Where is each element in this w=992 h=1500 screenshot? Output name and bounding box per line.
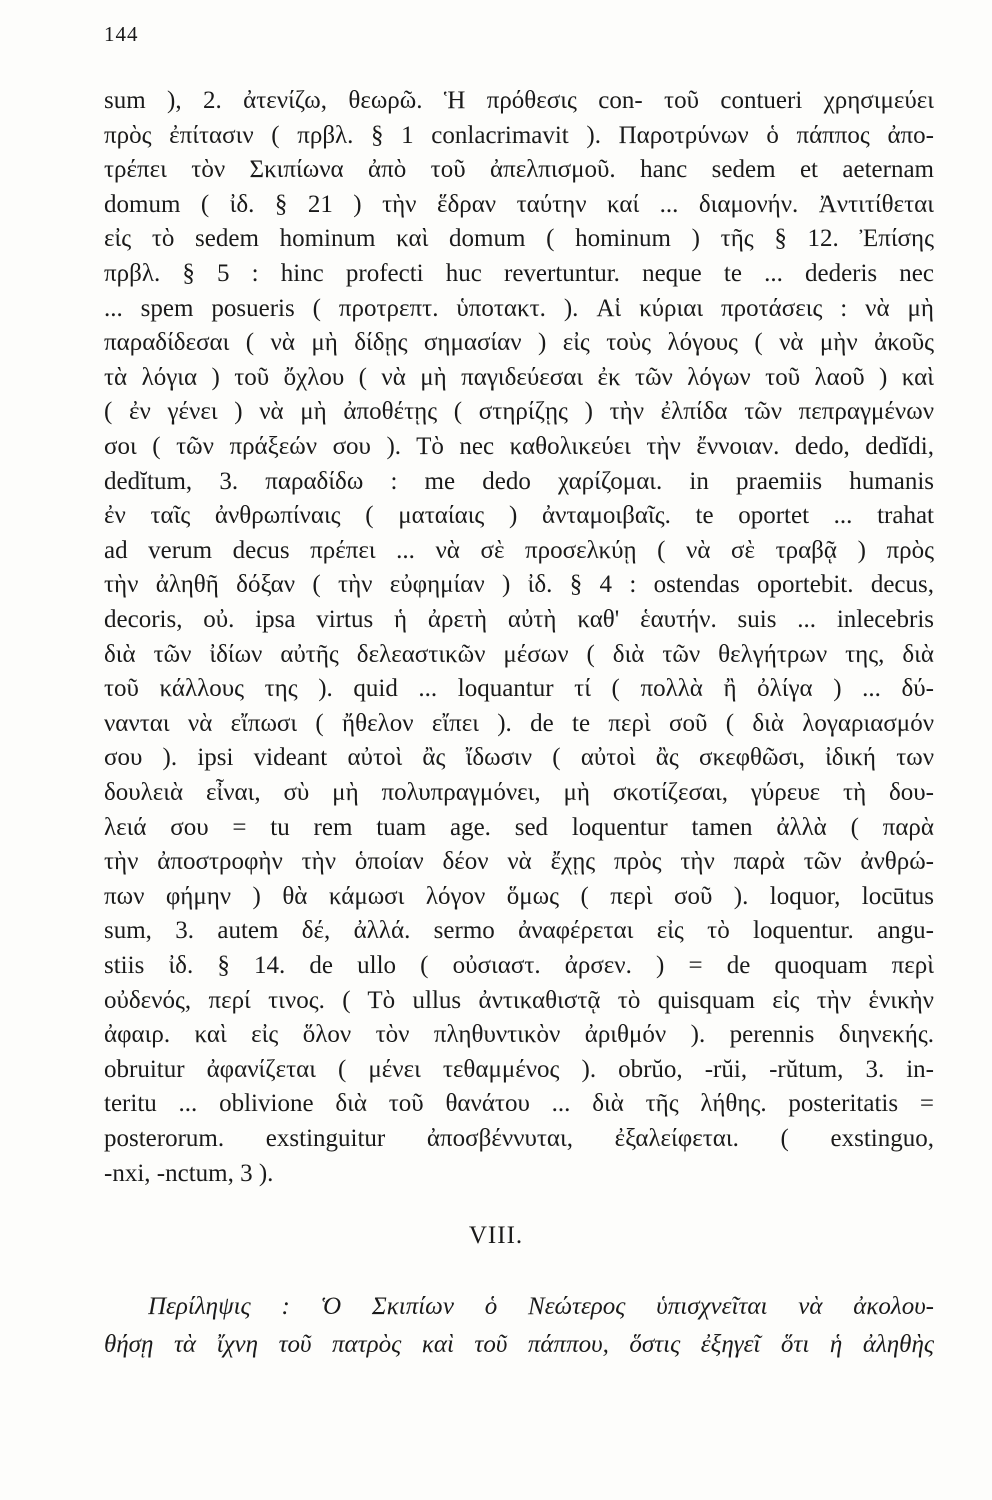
text-line: ad verum decus πρέπει ... νὰ σὲ προσελκύῃ ( νὰ σὲ τραβᾷ ) πρὸς xyxy=(104,536,934,564)
text-line: sum ), 2. ἀτενίζω, θεωρῶ. Ἡ πρόθεσις con- τοῦ contueri χρησιμεύει xyxy=(104,87,934,114)
text-line: διὰ τῶν ἰδίων αὐτῆς δελεαστικῶν μέσων ( διὰ τῶν θελγήτρων της, διὰ xyxy=(104,640,934,668)
text-line: stiis ἰδ. § 14. de ullo ( οὐσιαστ. ἀρσεν. ) = de quoquam περὶ xyxy=(104,952,934,979)
text-line: πρὸς ἐπίτασιν ( πρβλ. § 1 conlacrimavit ). Παροτρύνων ὁ πάππος ἀπο- xyxy=(104,121,934,149)
section-heading: VIII. xyxy=(468,1222,524,1249)
text-line: παραδίδεσαι ( νὰ μὴ δίδῃς σημασίαν ) εἰς τοὺς λόγους ( νὰ μὴν ἀκοῦς xyxy=(104,329,934,357)
text-line: τὴν ἀληθῆ δόξαν ( τὴν εὐφημίαν ) ἰδ. § 4 : ostendas oportebit. decus, xyxy=(104,571,934,599)
text-line: teritu ... oblivione διὰ τοῦ θανάτου ... διὰ τῆς λήθης. posteritatis = xyxy=(104,1090,934,1118)
text-line: sum, 3. autem δέ, ἀλλά. sermo ἀναφέρεται εἰς τὸ loquentur. angu- xyxy=(104,917,934,945)
text-line: τοῦ κάλλους της ). quid ... loquantur τί ( πολλὰ ἢ ὀλίγα ) ... δύ- xyxy=(104,675,934,703)
text-line: decoris, οὐ. ipsa virtus ἡ ἀρετὴ αὐτὴ καθ' ἑαυτήν. suis ... inlecebris xyxy=(104,606,934,633)
text-line: σοι ( τῶν πράξεών σου ). Τὸ nec καθολικεύει τὴν ἔννοιαν. dedo, dedĭdi, xyxy=(104,433,934,460)
text-line: τρέπει τὸν Σκιπίωνα ἀπὸ τοῦ ἀπελπισμοῦ. hanc sedem et aeternam xyxy=(104,156,934,184)
text-line: νανται νὰ εἴπωσι ( ἤθελον εἴπει ). de te περὶ σοῦ ( διὰ λογαριασμόν xyxy=(104,709,934,737)
text-line: οὐδενός, περί τινος. ( Τὸ ullus ἀντικαθιστᾷ τὸ quisquam εἰς τὴν ἑνικὴν xyxy=(104,986,934,1014)
text-line: λειά σου = tu rem tuam age. sed loquentur tamen ἀλλὰ ( παρὰ xyxy=(104,813,934,841)
text-line: dedĭtum, 3. παραδίδω : me dedo χαρίζομαι. in praemiis humanis xyxy=(104,467,934,495)
text-line: ... spem posueris ( προτρεπτ. ὑποτακτ. ). Αἱ κύριαι προτάσεις : νὰ μὴ xyxy=(104,294,934,322)
text-line: ἀφαιρ. καὶ εἰς ὅλον τὸν πληθυντικὸν ἀριθμόν ). perennis διηνεκής. xyxy=(104,1021,934,1049)
summary-line: Περίληψις : Ὁ Σκιπίων ὁ Νεώτερος ὑπισχνεῖται νὰ ἀκολου- xyxy=(148,1293,934,1320)
text-line: posterorum. exstinguitur ἀποσβέννυται, ἐξαλείφεται. ( exstinguo, xyxy=(104,1125,934,1152)
text-line: ( ἐν γένει ) νὰ μὴ ἀποθέτῃς ( στηρίζῃς ) τὴν ἐλπίδα τῶν πεπραγμένων xyxy=(104,398,934,426)
text-line: -nxi, -nctum, 3 ). xyxy=(104,1159,274,1187)
page-number: 144 xyxy=(104,22,139,46)
text-line: δουλειὰ εἶναι, σὺ μὴ πολυπραγμόνει, μὴ σκοτίζεσαι, γύρευε τὴ δου- xyxy=(104,779,934,806)
text-line: obruitur ἀφανίζεται ( μένει τεθαμμένος ). obrŭo, -rŭi, -rŭtum, 3. in- xyxy=(104,1055,934,1083)
text-line: πων φήμην ) θὰ κάμωσι λόγον ὅμως ( περὶ σοῦ ). loquor, locūtus xyxy=(104,882,934,910)
text-line: domum ( ἰδ. § 21 ) τὴν ἕδραν ταύτην καί ... διαμονήν. Ἀντιτίθεται xyxy=(104,190,934,218)
text-line: σου ). ipsi videant αὐτοὶ ἂς ἴδωσιν ( αὐτοὶ ἂς σκεφθῶσι, ἰδική των xyxy=(104,744,934,772)
text-line: τὰ λόγια ) τοῦ ὄχλου ( νὰ μὴ παγιδεύεσαι ἐκ τῶν λόγων τοῦ λαοῦ ) καὶ xyxy=(104,363,934,391)
text-line: πρβλ. § 5 : hinc profecti huc revertuntur. neque te ... dederis nec xyxy=(104,260,934,287)
text-line: εἰς τὸ sedem hominum καὶ domum ( hominum ) τῆς § 12. Ἐπίσης xyxy=(104,225,934,253)
summary-line: θήσῃ τὰ ἴχνη τοῦ πατρὸς καὶ τοῦ πάππου, ὅστις ἐξηγεῖ ὅτι ἡ ἀληθὴς xyxy=(104,1331,934,1358)
text-line: ἐν ταῖς ἀνθρωπίναις ( ματαίαις ) ἀνταμοιβαῖς. te oportet ... trahat xyxy=(104,502,934,530)
text-line: τὴν ἀποστροφὴν τὴν ὁποίαν δέον νὰ ἔχῃς πρὸς τὴν παρὰ τῶν ἀνθρώ- xyxy=(104,848,934,876)
